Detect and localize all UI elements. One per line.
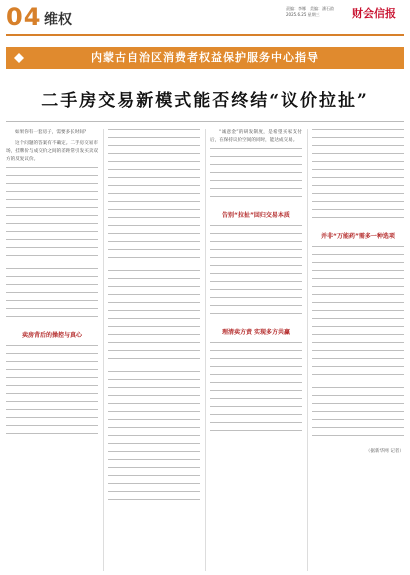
column-3: [210, 129, 302, 571]
subheading-2: 告别“拉扯”回归交易本质: [222, 212, 290, 219]
subheading-4: 并非“万能药”需多一种选项: [321, 233, 395, 240]
issue-meta: [286, 6, 346, 18]
page-header: [0, 0, 410, 34]
column-divider: [103, 129, 104, 571]
subheading-1: 卖房背后的操控与真心: [21, 332, 82, 339]
body-text-block: [108, 270, 200, 366]
issue-date: 2025.6.25 星期三: [286, 12, 320, 17]
article-credit: （据新华网 记者）: [365, 449, 404, 454]
body-text-block: [210, 342, 302, 438]
body-text-block: [108, 371, 200, 507]
headline-rule: [6, 121, 404, 122]
body-text-block: [6, 167, 98, 263]
column-2: [108, 129, 200, 571]
section-name: 维权: [44, 12, 72, 28]
column-divider: [205, 129, 206, 571]
header-rule: [6, 34, 404, 36]
article-headline: 二手房交易新模式能否终结“议价拉扯”: [41, 91, 369, 111]
column-4: [312, 129, 404, 571]
section-number: 04: [6, 3, 42, 31]
column-1: [6, 129, 98, 571]
body-text-block: [312, 387, 404, 443]
body-text-block: [312, 129, 404, 225]
subheading-3: 理清卖方责 实现多方共赢: [221, 329, 291, 336]
guidance-banner: [6, 47, 404, 69]
body-paragraph: 这个问题的答案有不确定。二手房交易市场，挂牌价与成交价之间的差距常引发买卖双方的反复议价。: [6, 141, 98, 162]
body-text-block: [6, 345, 98, 441]
body-text-block: [312, 246, 404, 382]
body-text-block: [210, 148, 302, 204]
newspaper-logo: 财会信报: [352, 7, 396, 20]
article-body: [6, 129, 404, 571]
body-text-block: [108, 129, 200, 265]
body-text-block: [210, 225, 302, 321]
body-paragraph: “诚意金”的研发制度，是希望买家支付后，在保持议价空间的同时，能达成交易。: [210, 130, 302, 143]
banner-text: 内蒙古自治区消费者权益保护服务中心指导: [91, 51, 319, 64]
intro-paragraph: 如果你有一套房子，需要多长时间？: [15, 130, 89, 135]
editor-line: 责编：李娜 美编：潘石韵: [286, 6, 334, 11]
column-divider: [307, 129, 308, 571]
body-text-block: [6, 268, 98, 324]
